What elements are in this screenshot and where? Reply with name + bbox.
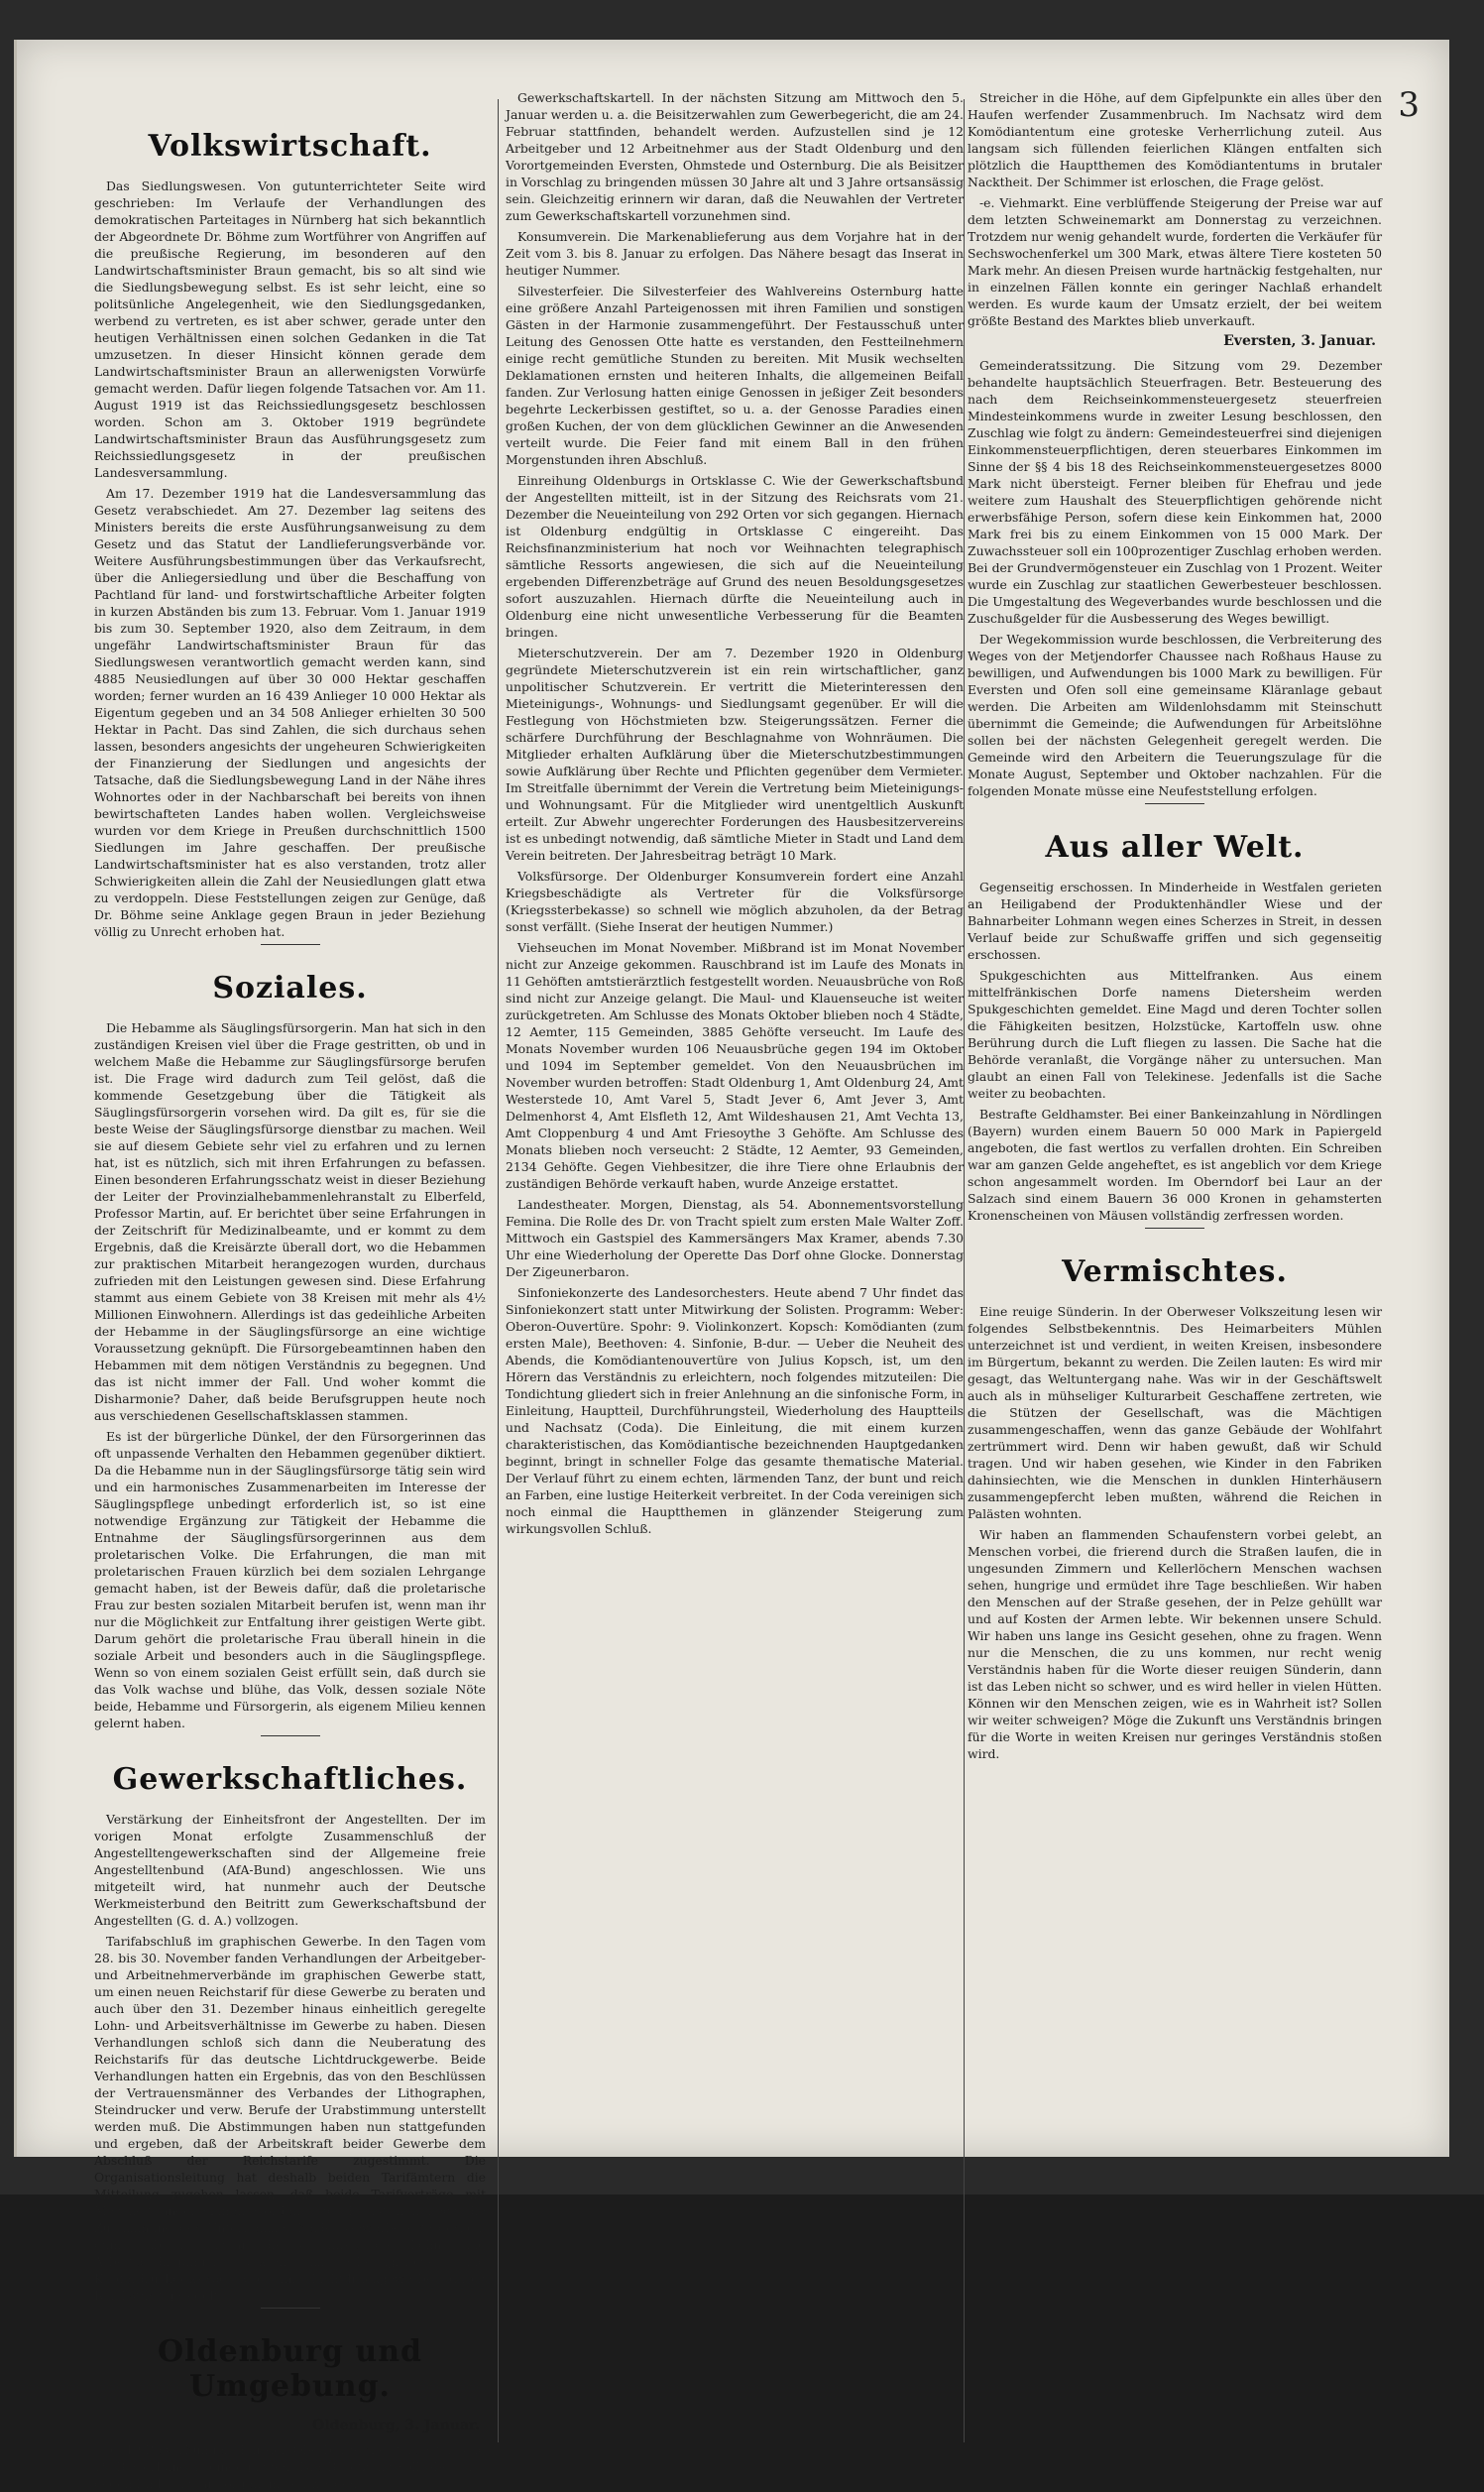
article-reuige-suenderin: Eine reuige Sünderin. In der Oberweser Volkszeitung lesen wir folgendes Selbstbekenntnis. Des Heimarbeiters Mühlen unterzeichnet ist und verdient, in weiten Kreisen, insbesondere im Bürgertum, bekannt zu werden. Die Zeilen lauten: Es wird mir gesagt, das Weltuntergang nahe. Was wir in der Geschäftswelt auch als in mühseliger Kulturarbeit Geschaffene zertreten, wie die Stützen der Gesellschaft, was die Mächtigen zusammengeschaffen, wenn das ganze Gebäude der Wohlfahrt zertrümmert wird. Denn wir haben gewußt, daß wir Schuld tragen. Und wir haben gesehen, wie Kinder in den Fabriken dahinsiechten, wie die Menschen in dunklen Hinterhäusern zusammengepfercht leben mußten, während die Reichen in Palästen wohnten. bbox=[968, 1304, 1382, 1521]
article-sinfoniekonzerte: Sinfoniekonzerte des Landesorchesters. Heute abend 7 Uhr findet das Sinfoniekonzert statt unter Mitwirkung der Solisten. Programm: Weber: Oberon-Ouvertüre. Spohr: 9. Violinkonzert. Kopsch: Komödianten (zum ersten Male), Beethoven: 4. Sinfonie, B-dur. — Ueber die Neuheit des Abends, die Komödiantenouvertüre von Julius Kopsch, ist, um den Hörern das Verständnis zu erleichtern, noch folgendes mitzuteilen: Die Tondichtung gliedert sich in freier Anlehnung an die sinfonische Form, in Einleitung, Hauptteil, Durchführungsteil, Wiederholung des Hauptteils und Nachsatz (Coda). Die Einleitung, die mit einem kurzen charakteristischen, das Komödiantische bezeichnenden Hauptgedanken beginnt, bringt in schneller Folge das gesamte thematische Material. Der Verlauf führt zu einem echten, lärmenden Tanz, der bunt und reich an Farben, eine lustige Heiterkeit verbreitet. In der Coda vereinigen sich noch einmal die Hauptthemen in glänzender Steigerung zum wirkungsvollen Schluß. bbox=[506, 1285, 964, 1536]
article-volksfuersorge: Volksfürsorge. Der Oldenburger Konsumverein fordert eine Anzahl Kriegsbeschädigte als Vertreter für die Volksfürsorge (Kriegssterbekasse) so schnell wie möglich abzuholen, da der Betrag sonst verfällt. (Siehe Inserat der heutigen Nummer.) bbox=[506, 869, 964, 934]
section-divider bbox=[1145, 1228, 1204, 1229]
article-gemeinderatssitzung-cont: Der Wegekommission wurde beschlossen, die Verbreiterung des Weges von der Metjendorfer Chaussee nach Roßhaus Hause zu bewilligen, und Aufwendungen bis 1000 Mark zu bewilligen. Für Eversten und Ofen soll eine gemeinsame Kläranlage gebaut werden. Die Arbeiten am Wildenlohsdamm mit Steinschutt übernimmt die Gemeinde; die Aufwendungen für Arbeitslöhne sollen bei der nächsten Gelegenheit geregelt werden. Die Gemeinde wird den Arbeitern die Teuerungszulage für die Monate August, September und Oktober nachzahlen. Für die folgenden Monate müsse eine Neufeststellung erfolgen. bbox=[968, 632, 1382, 798]
column-3 bbox=[968, 89, 1382, 2452]
dateline-eversten: Eversten, 3. Januar. bbox=[1223, 333, 1376, 349]
article-viehseuchen: Viehseuchen im Monat November. Mißbrand ist im Monat November nicht zur Anzeige gekommen. Rauschbrand ist im Laufe des Monats in 11 Gehöften amtstierärztlich festgestellt worden. Neuausbrüche von Roß sind nicht zur Anzeige gelangt. Die Maul- und Klauenseuche ist weiter zurückgetreten. Am Schlusse des Monats Oktober blieben noch 4 Städte, 12 Aemter, 115 Gemeinden, 3885 Gehöfte verseucht. Im Laufe des Monats November wurden 106 Neuausbrüche gegen 194 im Oktober und 1094 im September gemeldet. Von den Neuausbrüchen im November wurden betroffen: Stadt Oldenburg 1, Amt Oldenburg 24, Amt Westerstede 10, Amt Varel 5, Stadt Jever 6, Amt Jever 3, Amt Delmenhorst 4, Amt Elsfleth 12, Amt Wildeshausen 21, Amt Vechta 13, Amt Cloppenburg 4 und Amt Friesoythe 3 Gehöfte. Am Schlusse des Monats blieben noch verseucht: 2 Städte, 12 Aemter, 93 Gemeinden, 2134 Gehöfte. Gegen Viehbesitzer, die ihre Tiere ohne Erlaubnis der zuständigen Behörde verkauft haben, wurde Anzeige erstattet. bbox=[506, 940, 964, 1191]
section-divider bbox=[1145, 803, 1204, 804]
article-geldhamster: Bestrafte Geldhamster. Bei einer Bankeinzahlung in Nördlingen (Bayern) wurden einem Bauern 50 000 Mark in Papiergeld angeboten, die fast wertlos zu verfallen drohten. Ein Schreiben war am ganzen Gelde angeheftet, es ist angeblich vor dem Kriege schon angesammelt worden. Im Oberndorf bei Laur an der Salzach sind einem Bauern 36 000 Kronen in gehamsterten Kronenscheinen von Mäusen vollständig zerfressen worden. bbox=[968, 1107, 1382, 1223]
column-divider bbox=[498, 99, 499, 2442]
section-title-soziales: Soziales. bbox=[212, 971, 368, 1006]
article-konsumverein: Konsumverein. Die Markenablieferung aus dem Vorjahre hat in der Zeit vom 3. bis 8. Januar zu erfolgen. Das Nähere besagt das Inserat in heutiger Nummer. bbox=[506, 229, 964, 278]
article-ortsklasse: Einreihung Oldenburgs in Ortsklasse C. Wie der Gewerkschaftsbund der Angestellten mitteilt, ist in der Sitzung des Reichsrats vom 21. Dezember die Neueinteilung von 292 Orten vor sich gegangen. Hiernach ist Oldenburg endgültig in Ortsklasse C eingereiht. Das Reichsfinanzministerium hat noch vor Weihnachten telegraphisch sämtliche Ressorts angewiesen, die sich auf die Neueinteilung ergebenden Differenzbeträge auf Grund des neuen Besoldungsgesetzes sofort auszuzahlen. Hiernach dürfte die Neueinteilung auch in Oldenburg eine nicht unwesentliche Verbesserung für die Beamten bringen. bbox=[506, 473, 964, 640]
article-hebamme: Die Hebamme als Säuglingsfürsorgerin. Man hat sich in den zuständigen Kreisen viel über die Frage gestritten, ob und in welchem Maße die Hebamme zur Säuglingsfürsorge berufen ist. Die Frage wird dadurch zum Teil gelöst, daß die kommende Gesetzgebung über die Tätigkeit als Säuglingsfürsorgerin vorsehen wird. Da gilt es, für sie die beste Weise der Säuglingsfürsorge dienstbar zu machen. Weil sie auf diesem Gebiete sehr viel zu erfahren und zu lernen hat, ist es nützlich, sich mit ihren Erfahrungen zu befassen. Einen besonderen Erfahrungsschatz weist in dieser Beziehung der Leiter der Provinzialhebammenlehranstalt zu Elberfeld, Professor Martin, auf. Er berichtet über seine Erfahrungen in der Zeitschrift für Medizinalbeamte, und er kommt zu dem Ergebnis, daß die Kreisärzte überall dort, wo die Hebammen zur praktischen Mitarbeit herangezogen wurden, durchaus zufrieden mit den Leistungen gewesen sind. Diese Erfahrung stammt aus einem Gebiete von 38 Kreisen mit mehr als 4½ Millionen Einwohnern. Allerdings ist das gedeihliche Arbeiten der Hebamme in der Säuglingsfürsorge an eine wichtige Voraussetzung geknüpft. Die Fürsorgebeamtinnen haben den Hebammen mit dem nötigen Verständnis zu begegnen. Und das ist nicht immer der Fall. Und woher kommt die Disharmonie? Daher, daß beide Berufsgruppen heute noch aus verschiedenen Gesellschaftsklassen stammen. bbox=[94, 1020, 486, 1423]
article-siedlungswesen-cont: Am 17. Dezember 1919 hat die Landesversammlung das Gesetz verabschiedet. Am 27. Dezember lag seitens des Ministers bereits die erste Ausführungsanweisung zu dem Gesetz und das Statut der Landlieferungsverbände vor. Weitere Ausführungsbestimmungen über das Verkaufsrecht, über die Anliegersiedlung und über die Beschaffung von Pachtland für land- und forstwirtschaftliche Arbeiter folgten in kurzen Abständen bis zum 13. Februar. Vom 1. Januar 1919 bis zum 30. September 1920, also dem Zeitraum, in dem ungefähr Landwirtschaftsminister Braun für das Siedlungswesen verantwortlich gemacht werden kann, sind 4885 Neusiedlungen auf über 30 000 Hektar geschaffen worden; ferner wurden an 16 439 Anlieger 10 000 Hektar als Eigentum gegeben und an 34 508 Anlieger erhielten 30 500 Hektar in Pacht. Das sind Zahlen, die sich durchaus sehen lassen, besonders angesichts der ungeheuren Schwierigkeiten der Finanzierung der Siedlungen und angesichts der Tatsache, daß die Siedlungsbewegung Land in der Nähe ihres Wohnortes oder in der Nachbarschaft bei bereits von ihnen bewirtschafteten Landes haben wollen. Vergleichsweise wurden vor dem Kriege in Preußen durchschnittlich 1500 Siedlungen im Jahre geschaffen. Der preußische Landwirtschaftsminister hat es also verstanden, trotz aller Schwierigkeiten allein die Zahl der Neusiedlungen glatt etwa zu verdoppeln. Diese Feststellungen zeigen zur Genüge, daß Dr. Böhme seine Anklage gegen Braun in jeder Beziehung völlig zu Unrecht erhoben hat. bbox=[94, 486, 486, 939]
article-viehmarkt: -e. Viehmarkt. Eine verblüffende Steigerung der Preise war auf dem letzten Schweinemarkt am Donnerstag zu verzeichnen. Trotzdem nur wenig gehandelt wurde, forderten die Verkäufer für Sechswochenferkel um 300 Mark, etwas ältere Tiere kosteten 50 Mark mehr. An diesen Preisen wurde hartnäckig festgehalten, nur in einzelnen Fällen konnte ein geringer Nachlaß erhandelt werden. Es wurde kaum der Umsatz erzielt, der bei weitem größte Bestand des Marktes blieb unverkauft. bbox=[968, 195, 1382, 328]
section-divider bbox=[261, 944, 320, 945]
column-1 bbox=[94, 89, 486, 2491]
article-spukgeschichten: Spukgeschichten aus Mittelfranken. Aus einem mittelfränkischen Dorfe namens Dietersheim werden Spukgeschichten gemeldet. Eine Magd und deren Tochter sollen die Fähigkeiten besitzen, Holzstücke, Kartoffeln usw. ohne Berührung durch die Luft fliegen zu lassen. Die Sache hat die Behörde veranlaßt, die Vorgänge näher zu untersuchen. Man glaubt an einen Fall von Telekinese. Jedenfalls ist die Sache weiter zu beobachten. bbox=[968, 968, 1382, 1101]
column-divider bbox=[964, 99, 965, 2442]
dateline-oldenburg: Oldenburg, 3. Januar. bbox=[312, 2418, 480, 2433]
article-landestheater: Landestheater. Morgen, Dienstag, als 54. Abonnementsvorstellung Femina. Die Rolle des Dr. von Tracht spielt zum ersten Male Walter Zoff. Mittwoch ein Gastspiel des Kammersängers Max Kramer, abends 7.30 Uhr eine Wiederholung der Operette Das Dorf ohne Glocke. Donnerstag Der Zigeunerbaron. bbox=[506, 1197, 964, 1279]
section-title-vermischtes: Vermischtes. bbox=[1062, 1254, 1288, 1289]
section-divider bbox=[261, 2308, 320, 2309]
article-komoedianten-cont: Streicher in die Höhe, auf dem Gipfelpunkte ein alles über den Haufen werfender Zusammenbruch. Im Nachsatz wird dem Komödiantentum eine groteske Verherrlichung zuteil. Aus langsam sich füllenden feierlichen Klängen entfalten sich plötzlich die Hauptthemen des Komödiantentums in brutaler Nacktheit. Der Schimmer ist erloschen, die Frage gelöst. bbox=[968, 90, 1382, 189]
article-mieterschutzverein: Mieterschutzverein. Der am 7. Dezember 1920 in Oldenburg gegründete Mieterschutzverein ist ein rein wirtschaftlicher, ganz unpolitischer Schutzverein. Er vertritt die Mieterinteressen den Mieteinigungs-, Wohnungs- und Siedlungsamt gegenüber. Er will die Festlegung von Höchstmieten bzw. Steigerungssätzen. Ferner die schärfere Durchführung der Beschlagnahme von Wohnräumen. Die Mitglieder erhalten Aufklärung über die Mieterschutzbestimmungen sowie Aufklärung über Rechte und Pflichten gegenüber dem Vermieter. Im Streitfalle übernimmt der Verein die Vertretung beim Mieteinigungs- und Wohnungsamt. Für die Mitglieder wird unentgeltlich Auskunft erteilt. Zur Abwehr ungerechter Forderungen des Hausbesitzervereins ist es unbedingt notwendig, daß sämtliche Mieter in Stadt und Land dem Verein beitreten. Der Jahresbeitrag beträgt 10 Mark. bbox=[506, 646, 964, 863]
article-tarifabschluss: Tarifabschluß im graphischen Gewerbe. In den Tagen vom 28. bis 30. November fanden Verhandlungen der Arbeitgeber- und Arbeitnehmerverbände im graphischen Gewerbe statt, um einen neuen Reichstarif für diese Gewerbe zu beraten und auch über den 31. Dezember hinaus einheitlich geregelte Lohn- und Arbeitsverhältnisse im Gewerbe zu haben. Diesen Verhandlungen schloß sich dann die Neuberatung des Reichstarifs für das deutsche Lichtdruckgewerbe. Beide Verhandlungen hatten ein Ergebnis, das von den Beschlüssen der Vertrauensmänner des Verbandes der Lithographen, Steindrucker und verw. Berufe der Urabstimmung unterstellt werden muß. Die Abstimmungen haben nun stattgefunden und ergeben, daß der Arbeitskraft beider Gewerbe dem Abschluß der Reichstarife zugestimmt. Die Organisationsleitung hat deshalb beiden Tarifämtern die Mitteilung zugehen lassen, daß beide Tarifverträge mit Mehrheit angenommen worden sind. Es ist nun noch die Zustimmung der Unternehmer beider Gewerbe erforderlich, damit ab 1. Januar dieses Jahres die Lohn- und Arbeitsbedingungen sowohl im Chemigraphie- und Kupferdruckgewerbe wie im Lichtdruckgewerbe durch Reichstarif geregelt. bbox=[94, 1934, 486, 2303]
section-title-aus-aller-welt: Aus aller Welt. bbox=[1045, 830, 1305, 865]
section-title-oldenburg: Oldenburg und Umgebung. bbox=[157, 2334, 423, 2404]
article-bewerbungen: -e. 19 Bewerbungen. Für den Oberbürgermeisterposten sind 19 Bewerbungen eingegangen. Die Besetzung soll aber erst gegen Ende Januar vorgenommen werden. bbox=[94, 2442, 486, 2491]
column-2 bbox=[506, 89, 964, 2452]
article-gemeinderatssitzung: Gemeinderatssitzung. Die Sitzung vom 29. Dezember behandelte hauptsächlich Steuerfragen. Betr. Besteuerung des nach dem Reichseinkommensteuergesetz steuerfreien Mindesteinkommens wurde in zweiter Lesung beschlossen, den Zuschlag wie folgt zu ändern: Gemeindesteuerfrei sind diejenigen Einkommensteuerpflichtigen, deren steuerbares Einkommen im Sinne der §§ 4 bis 18 des Reichseinkommensteuergesetzes 8000 Mark nicht übersteigt. Ferner bleiben für Ehefrau und jede weitere zum Haushalt des Steuerpflichtigen gehörende nicht erwerbsfähige Person, sofern diese kein Einkommen hat, 2000 Mark frei bis zu einem Einkommen von 15 000 Mark. Der Zuwachssteuer soll ein 100prozentiger Zuschlag erhoben werden. Bei der Grundvermögensteuer ein Zuschlag von 1 Prozent. Weiter wurde ein Zuschlag zur staatlichen Gewerbesteuer beschlossen. Die Umgestaltung des Wegeverbandes wurde beschlossen und die Zuschußgelder für die Ausbesserung des Weges bewilligt. bbox=[968, 358, 1382, 626]
article-silvesterfeier: Silvesterfeier. Die Silvesterfeier des Wahlvereins Osternburg hatte eine größere Anzahl Parteigenossen mit ihren Familien und sonstigen Gästen in der Harmonie zusammengeführt. Der Festausschuß unter Leitung des Genossen Otte hatte es verstanden, den Festteilnehmern einige recht gemütliche Stunden zu bereiten. Mit Musik wechselten Deklamationen ernsten und heiteren Inhalts, die allgemeinen Beifall fanden. Zur Verlosung hatten einige Genossen in jeßiger Zeit besonders begehrte Leckerbissen gestiftet, so u. a. der Genosse Paradies einen großen Kuchen, der von dem glücklichen Gewinner an die Anwesenden verteilt wurde. Die Feier fand mit einem Ball in den frühen Morgenstunden ihren Abschluß. bbox=[506, 284, 964, 467]
article-siedlungswesen: Das Siedlungswesen. Von gutunterrichteter Seite wird geschrieben: Im Verlaufe der Verhandlungen des demokratischen Parteitages in Nürnberg hat sich bekanntlich der Abgeordnete Dr. Böhme zum Wortführer von Angriffen auf die preußische Regierung, im besonderen auf den Landwirtschaftsminister Braun gemacht, bis so alt sind wie die Siedlungsbewegung selbst. Es ist sehr leicht, eine so politsünliche Angelegenheit, wie den Siedlungsgedanken, werbend zu vertreten, es ist aber schwer, gerade unter den heutigen Verhältnissen einen solchen Gedanken in die Tat umzusetzen. In dieser Hinsicht können gerade dem Landwirtschaftsminister Braun an allerwenigsten Vorwürfe gemacht werden. Dafür liegen folgende Tatsachen vor. Am 11. August 1919 ist das Reichssiedlungsgesetz beschlossen worden. Schon am 3. Oktober 1919 begründete Landwirtschaftsminister Braun das Ausführungsgesetz zum Reichssiedlungsgesetz in der preußischen Landesversammlung. bbox=[94, 178, 486, 480]
article-gegenseitig-erschossen: Gegenseitig erschossen. In Minderheide in Westfalen gerieten an Heiligabend der Produktenhändler Wiese und der Bahnarbeiter Lohmann wegen eines Scherzes in Streit, in dessen Verlauf beide zur Schußwaffe griffen und sich gegenseitig erschossen. bbox=[968, 880, 1382, 962]
article-einheitsfront: Verstärkung der Einheitsfront der Angestellten. Der im vorigen Monat erfolgte Zusammenschluß der Angestelltengewerkschaften sind der Allgemeine freie Angestelltenbund (AfA-Bund) angeschlossen. Wie uns mitgeteilt wird, hat nunmehr auch der Deutsche Werkmeisterbund den Beitritt zum Gewerkschaftsbund der Angestellten (G. d. A.) vollzogen. bbox=[94, 1812, 486, 1928]
page-number: 3 bbox=[1398, 85, 1420, 125]
article-hebamme-cont: Es ist der bürgerliche Dünkel, der den Fürsorgerinnen das oft unpassende Verhalten den Hebammen gegenüber diktiert. Da die Hebamme nun in der Säuglingsfürsorge tätig sein wird und ein harmonisches Zusammenarbeiten im Interesse der Säuglingspflege unbedingt erforderlich ist, so ist eine notwendige Ergänzung zur Tätigkeit der Hebamme die Entnahme der Säuglingsfürsorgerinnen aus dem proletarischen Volke. Die Erfahrungen, die man mit proletarischen Frauen kürzlich bei dem sozialen Lehrgange gemacht haben, ist der Beweis dafür, daß die proletarische Frau zur besten sozialen Mitarbeit berufen ist, wenn man ihr nur die Möglichkeit zur Entfaltung ihrer geistigen Werte gibt. Darum gehört die proletarische Frau überall hinein in die soziale Arbeit und besonders auch in die Säuglingspflege. Wenn so von einem sozialen Geist erfüllt sein, daß durch sie das Volk wachse und blühe, das Volk, dessen soziale Nöte beide, Hebamme und Fürsorgerin, als eigenem Milieu kennen gelernt haben. bbox=[94, 1429, 486, 1730]
section-title-volkswirtschaft: Volkswirtschaft. bbox=[148, 129, 432, 164]
section-divider bbox=[261, 1735, 320, 1736]
article-reuige-suenderin-cont: Wir haben an flammenden Schaufenstern vorbei gelebt, an Menschen vorbei, die frierend durch die Straßen laufen, die in ungesunden Zimmern und Kellerlöchern Menschen wachsen sehen, hungrige und ermüdet ihre Tage beschließen. Wir haben den Menschen auf der Straße gesehen, der in Pelze gehüllt war und auf Kosten der Armen lebte. Wir bekennen unsere Schuld. Wir haben uns lange ins Gesicht gesehen, ohne zu fragen. Wenn nur die Menschen, die zu uns kommen, nur recht wenig Verständnis haben für die Worte dieser reuigen Sünderin, dann ist das Leben nicht so schwer, und es wird heller in vielen Hütten. Können wir den Menschen zeigen, wie es in Wahrheit ist? Sollen wir weiter schweigen? Möge die Zukunft uns Verständnis bringen für die Worte in weiten Kreisen nur geringes Verständnis stoßen wird. bbox=[968, 1527, 1382, 1761]
article-gewerkschaftskartell: Gewerkschaftskartell. In der nächsten Sitzung am Mittwoch den 5. Januar werden u. a. die Beisitzerwahlen zum Gewerbegericht, die am 24. Februar stattfinden, behandelt werden. Aufzustellen sind je 12 Arbeitgeber und 12 Arbeitnehmer aus der Stadt Oldenburg und den Vorortgemeinden Eversten, Ohmstede und Osternburg. Die als Beisitzer in Vorschlag zu bringenden müssen 30 Jahre alt und 3 Jahre ortsansässig sein. Gleichzeitig erinnern wir daran, daß die Neuwahlen der Vertreter zum Gewerkschaftskartell vorzunehmen sind. bbox=[506, 90, 964, 223]
section-title-gewerkschaftliches: Gewerkschaftliches. bbox=[112, 1762, 468, 1797]
